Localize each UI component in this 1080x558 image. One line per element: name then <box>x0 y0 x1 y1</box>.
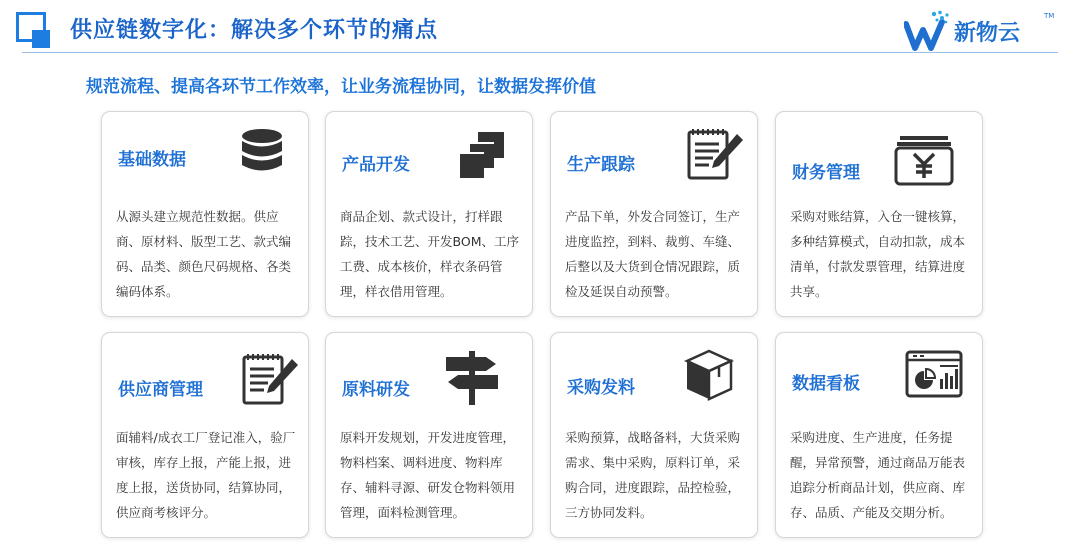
card-title: 财务管理 <box>792 163 860 183</box>
card-title: 数据看板 <box>792 374 860 394</box>
yen-cash-icon <box>894 134 950 190</box>
stacked-squares-icon <box>454 128 510 184</box>
brand-w-icon <box>904 10 952 52</box>
card-title: 生产跟踪 <box>567 155 635 175</box>
brand-trademark: TM <box>1044 12 1055 20</box>
card-title: 原料研发 <box>342 380 410 400</box>
database-icon <box>234 124 290 180</box>
title-divider <box>22 52 1058 53</box>
title-logo-squares <box>16 12 56 52</box>
card-body: 原料开发规划，开发进度管理，物料档案、调料进度、物料库存、辅料寻源、研发仓物料领用管理，面料检测管理。 <box>340 430 516 520</box>
card-product-development <box>325 111 533 317</box>
card-title: 采购发料 <box>567 378 635 398</box>
card-finance-management <box>775 111 983 317</box>
card-title: 供应商管理 <box>118 380 203 400</box>
card-title: 产品开发 <box>342 155 410 175</box>
card-material-rd <box>325 332 533 538</box>
page-title: 供应链数字化：解决多个环节的痛点 <box>70 18 439 43</box>
card-body: 采购进度、生产进度，任务提醒，异常预警，通过商品万能表追踪分析商品计划，供应商、库存、品质、产能及交期分析。 <box>790 430 966 520</box>
document-pen-icon <box>240 351 296 407</box>
page-subtitle: 规范流程、提高各环节工作效率，让业务流程协同，让数据发挥价值 <box>86 77 596 97</box>
card-body: 采购预算，战略备料，大货采购需求、集中采购，原料订单，采购合同，进度跟踪，品控检验，三方协同发料。 <box>565 430 741 520</box>
brand-logo <box>904 6 1064 52</box>
box-icon <box>681 347 737 403</box>
brand-name: 新物云 <box>954 21 1021 46</box>
card-basic-data <box>101 111 309 317</box>
signpost-icon <box>438 347 494 403</box>
dashboard-chart-icon <box>904 349 960 405</box>
card-production-tracking <box>550 111 758 317</box>
card-body: 面辅料/成衣工厂登记准入，验厂审核，库存上报，产能上报，进度上报，送货协同，结算协同，供应商考核评分。 <box>116 430 296 520</box>
card-body: 产品下单，外发合同签订，生产进度监控，到料、裁剪、车缝、后整以及大货到仓情况跟踪，质检及延误自动预警。 <box>565 209 741 299</box>
card-supplier-management <box>101 332 309 538</box>
card-title: 基础数据 <box>118 150 186 170</box>
card-body: 商品企划、款式设计，打样跟踪，技术工艺、开发BOM、工序工费、成本核价，样衣条码管理，样衣借用管理。 <box>340 209 519 299</box>
card-data-dashboard <box>775 332 983 538</box>
card-purchase-issuing <box>550 332 758 538</box>
card-body: 从源头建立规范性数据。供应商、原材料、版型工艺、款式编码、品类、颜色尺码规格、各类编码体系。 <box>116 209 292 299</box>
card-body: 采购对账结算，入仓一键核算，多种结算模式，自动扣款，成本清单，付款发票管理，结算进度共享。 <box>790 209 966 299</box>
logo-square-fill <box>32 30 50 48</box>
document-pen-icon <box>685 126 741 182</box>
